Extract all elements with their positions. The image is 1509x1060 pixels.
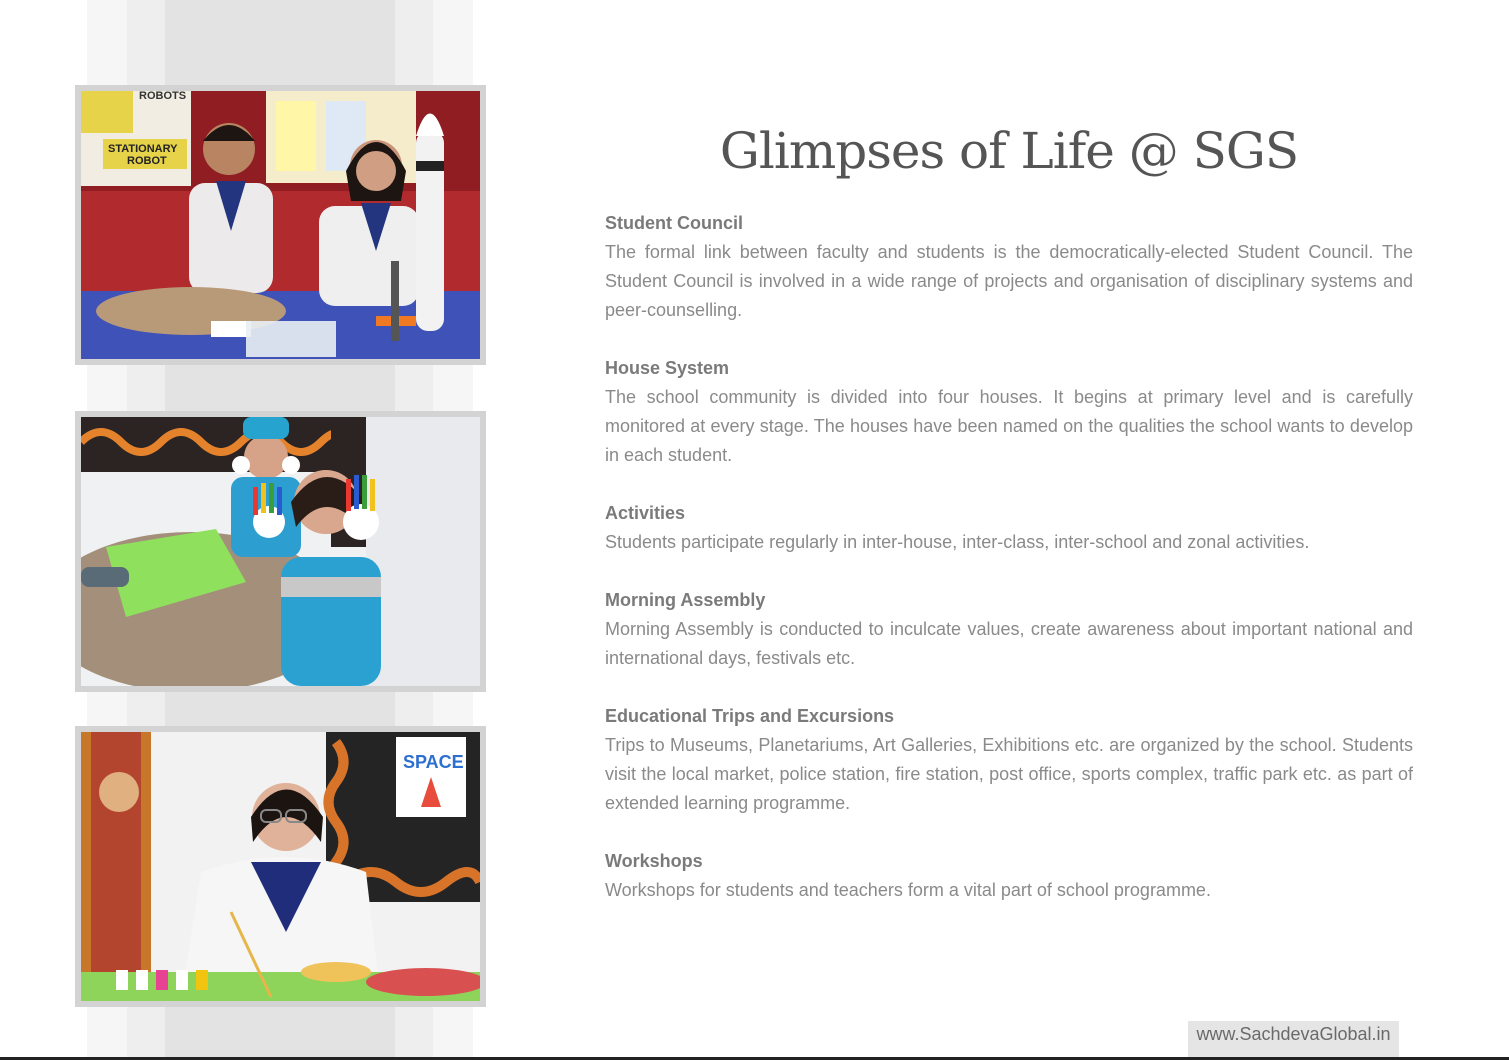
section-body: The school community is divided into four houses. It begins at primary level and is carefully monitored at every stage. The houses have been named on the qualities the school wants to develop in each student. (605, 387, 1413, 465)
section-body: Trips to Museums, Planetariums, Art Galleries, Exhibitions etc. are organized by the school. Students visit the local market, police station, fire station, post office, sports complex, traffic park etc. as part of extended learning programme. (605, 735, 1413, 813)
section-educational-trips (605, 702, 1413, 818)
photo-label: ROBOTS (139, 91, 187, 102)
photo-student-art (81, 732, 480, 1001)
photo-label: SPACE (403, 752, 464, 772)
section-body: Morning Assembly is conducted to inculcate values, create awareness about important national and international days, festivals etc. (605, 619, 1413, 668)
photo-label: STATIONARY (108, 143, 178, 155)
section-heading: Activities (605, 503, 686, 523)
section-morning-assembly (605, 586, 1413, 673)
section-heading: House System (605, 358, 730, 378)
section-body: The formal link between faculty and students is the democratically-elected Student Council. The Student Council is involved in a wide range of projects and organisation of disciplinary systems and peer-counselling. (605, 242, 1413, 320)
website-link[interactable]: www.SachdevaGlobal.in (1188, 1021, 1399, 1058)
photo-frame-robotics (75, 85, 486, 365)
page-title: Glimpses of Life @ SGS (719, 122, 1299, 180)
section-body: Students participate regularly in inter-house, inter-class, inter-school and zonal activities. (605, 532, 1310, 552)
section-heading: Student Council (605, 213, 743, 233)
photo-frame-art (75, 726, 486, 1007)
photo-students-painted-hands (81, 417, 480, 686)
section-activities (605, 499, 1413, 557)
photo-label: ROBOT (127, 155, 167, 167)
content-sections (605, 209, 1413, 934)
section-workshops (605, 847, 1413, 905)
photo-students-robotics (81, 91, 480, 359)
section-heading: Morning Assembly (605, 590, 766, 610)
photo-frame-painting (75, 411, 486, 692)
section-heading: Educational Trips and Excursions (605, 706, 895, 726)
section-student-council (605, 209, 1413, 325)
section-body: Workshops for students and teachers form a vital part of school programme. (605, 880, 1211, 900)
section-house-system (605, 354, 1413, 470)
section-heading: Workshops (605, 851, 703, 871)
